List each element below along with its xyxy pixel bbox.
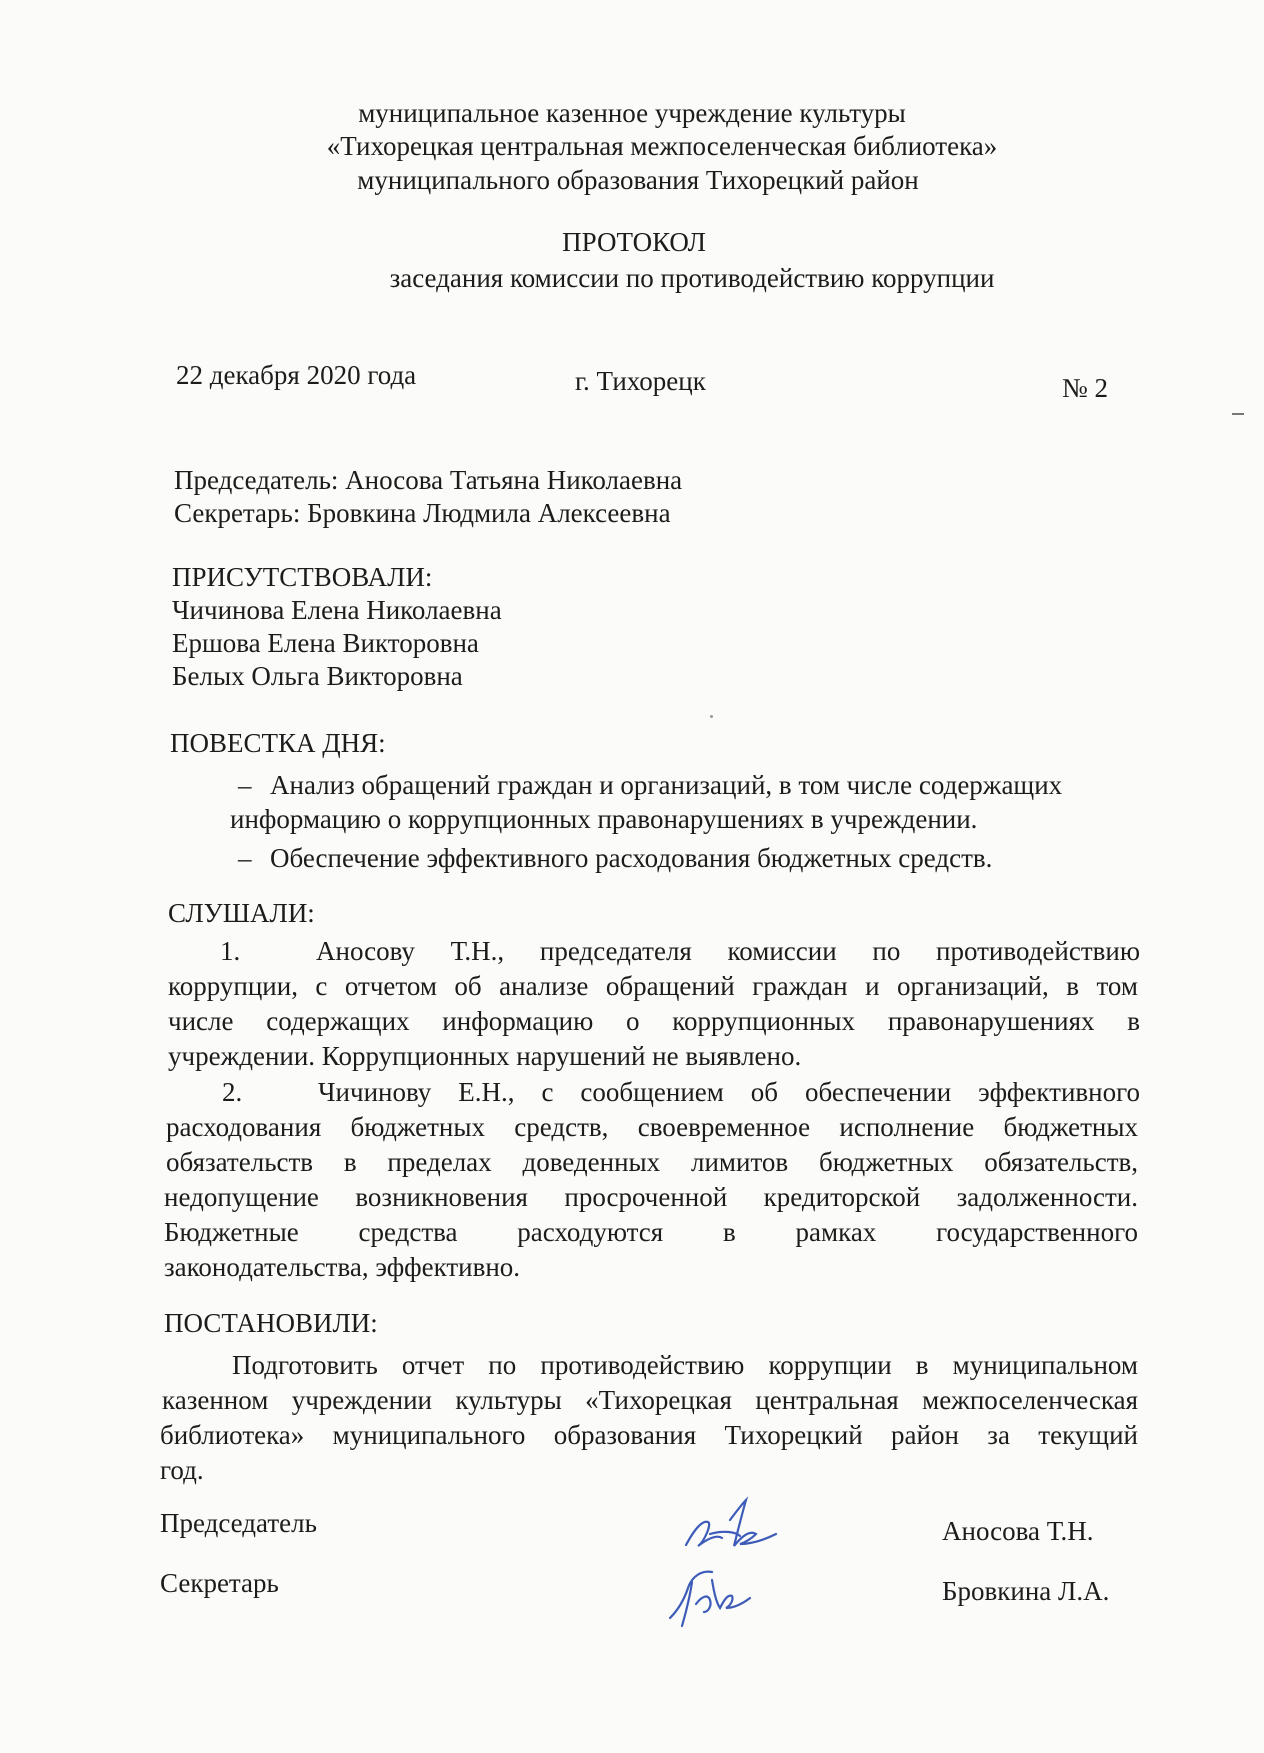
protocol-number: № 2 — [1062, 373, 1109, 403]
bullet-dash: – — [238, 770, 252, 800]
heard-item-text: законодательства, эффективно. — [164, 1252, 521, 1282]
heard-item-text: Аносову Т.Н., председателя комиссии по противодействию — [316, 936, 1140, 966]
org-name-line2: «Тихорецкая центральная межпоселенческая библиотека» — [326, 131, 998, 161]
bullet-dash: – — [238, 843, 252, 873]
attendee-name: Ершова Елена Викторовна — [172, 628, 479, 658]
resolved-text: казенном учреждении культуры «Тихорецкая центральная межпоселенческая — [162, 1385, 1138, 1415]
meeting-date: 22 декабря 2020 года — [176, 360, 417, 390]
agenda-item-text: Обеспечение эффективного расходования бюджетных средств. — [270, 843, 993, 873]
heard-item-1-first-line — [220, 935, 1140, 968]
secretary-signature — [662, 1560, 762, 1635]
heard-item-text: недопущение возникновения просроченной кредиторской задолженности. — [164, 1182, 1138, 1212]
agenda-item — [238, 769, 1062, 802]
attendee-name: Чичинова Елена Николаевна — [172, 595, 502, 625]
attendee-name: Белых Ольга Викторовна — [172, 661, 463, 691]
resolved-heading: ПОСТАНОВИЛИ: — [164, 1308, 378, 1338]
attendees-heading: ПРИСУТСТВОВАЛИ: — [172, 562, 433, 592]
heard-heading: СЛУШАЛИ: — [168, 898, 315, 928]
resolved-text: библиотека» муниципального образования Тихорецкий район за текущий — [160, 1420, 1138, 1450]
scan-dust-dot — [710, 715, 713, 718]
chair-signature — [680, 1490, 790, 1560]
document-title: ПРОТОКОЛ — [562, 227, 706, 257]
secretary-name: Бровкина Л.А. — [942, 1576, 1110, 1606]
meeting-city: г. Тихорецк — [575, 366, 706, 396]
chairperson-line: Председатель: Аносова Татьяна Николаевна — [174, 465, 683, 495]
resolved-text: Подготовить отчет по противодействию коррупции в муниципальном — [232, 1350, 1138, 1380]
heard-item-text: коррупции, с отчетом об анализе обращений граждан и организаций, в том — [168, 971, 1138, 1001]
heard-item-text: расходования бюджетных средств, своевременное исполнение бюджетных — [166, 1112, 1138, 1142]
scan-edge-mark — [1232, 413, 1244, 415]
heard-item-text: числе содержащих информацию о коррупционных правонарушениях в — [168, 1006, 1140, 1036]
org-name-line1: муниципальное казенное учреждение культуры — [358, 98, 906, 128]
agenda-item — [238, 842, 992, 875]
resolved-text: год. — [160, 1455, 204, 1485]
heard-item-text: Бюджетные средства расходуются в рамках государственного — [164, 1217, 1138, 1247]
heard-item-text: учреждении. Коррупционных нарушений не выявлено. — [168, 1041, 802, 1071]
secretary-role-label: Секретарь — [160, 1568, 279, 1598]
document-subtitle: заседания комиссии по противодействию коррупции — [389, 263, 995, 293]
heard-item-text: Чичинову Е.Н., с сообщением об обеспечении эффективного — [318, 1077, 1140, 1107]
item-number: 2. — [222, 1077, 243, 1107]
agenda-heading: ПОВЕСТКА ДНЯ: — [170, 728, 386, 758]
org-name-line3: муниципального образования Тихорецкий район — [357, 165, 919, 195]
chair-role-label: Председатель — [160, 1508, 317, 1538]
agenda-item-continuation: информацию о коррупционных правонарушениях в учреждении. — [230, 804, 978, 834]
item-number: 1. — [220, 936, 241, 966]
secretary-line: Секретарь: Бровкина Людмила Алексеевна — [174, 498, 671, 528]
agenda-item-text: Анализ обращений граждан и организаций, в том числе содержащих — [270, 770, 1063, 800]
chair-name: Аносова Т.Н. — [942, 1516, 1094, 1546]
heard-item-2-first-line — [222, 1076, 1140, 1109]
heard-item-text: обязательств в пределах доведенных лимитов бюджетных обязательств, — [166, 1147, 1138, 1177]
